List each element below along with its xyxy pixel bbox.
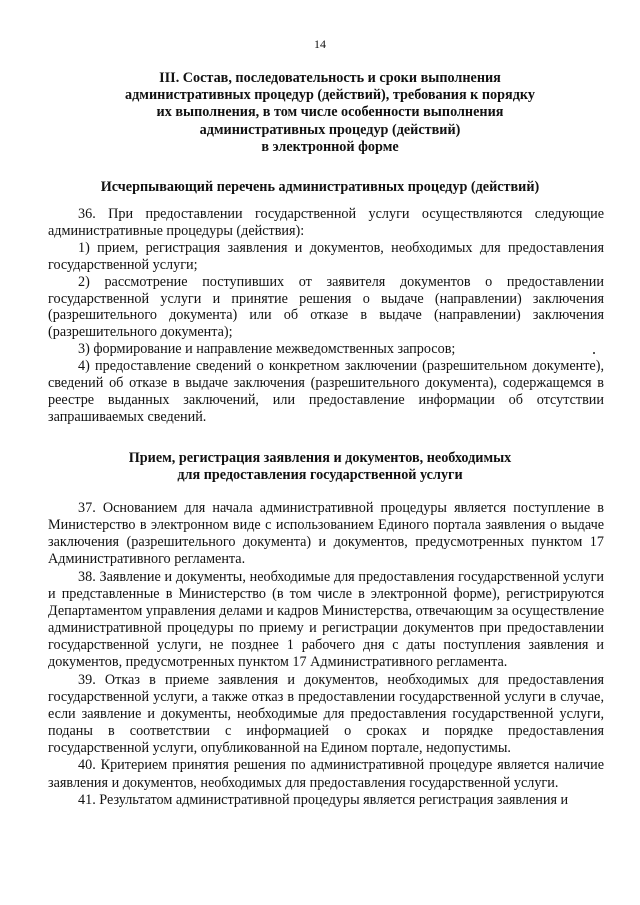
paragraph-39: 39. Отказ в приеме заявления и документов, необходимых для предоставления государственной услуги, а также отказ в предоставлении государственной услуги в случае, если заявление и документы, необходимые для предоставления государственной услуги, поданы в соответствии с информацией о сроках и порядке предоставления государственной услуги, опубликованной на Едином портале, недопустимы. [48, 671, 604, 757]
paragraph-40: 40. Критерием принятия решения по административной процедуре является наличие заявления и документов, необходимых для предоставления государственной услуги. [48, 757, 604, 791]
paragraph-41: 41. Результатом административной процедуры является регистрация заявления и [78, 791, 569, 808]
page-number: 14 [314, 37, 326, 51]
section-title-line: административных процедур (действий), требования к порядку [125, 87, 535, 104]
section-title-line: III. Состав, последовательность и сроки выполнения [159, 70, 501, 86]
section-title-line: в электронной форме [261, 138, 399, 155]
paragraph-36: 36. При предоставлении государственной услуги осуществляются следующие административные процедуры (действия): [48, 206, 604, 239]
paragraph-38: 38. Заявление и документы, необходимые для предоставления государственной услуги и представленные в Министерство (в том числе в электронной форме), регистрируются Департаментом управления делами и кадров Министерства, отвечающим за осуществление административной процедуры по приему и регистрации документов при предоставлении государственной услуги, не позднее 1 рабочего дня с даты поступления заявления и документов, предусмотренных пунктом 17 Административного регламента. [48, 568, 604, 671]
section-title-line: административных процедур (действий) [199, 121, 461, 138]
section-title [110, 70, 550, 156]
reception-body [48, 500, 604, 809]
list-item-2: 2) рассмотрение поступивших от заявителя документов о предоставлении государственной услуги и принятие решения о выдаче (направлении) заключения (разрешительного документа) или об отказе в выдаче (направлении) заключения (разрешительного документа); [48, 273, 604, 341]
section-title-line: их выполнения, в том числе особенности выполнения [156, 104, 504, 121]
subsection-heading-line: для предоставления государственной услуги [177, 467, 463, 484]
paragraph-37: 37. Основанием для начала административной процедуры является поступление в Министерство в электронном виде с использованием Единого портала заявления о выдаче заключения (разрешительного документа) и документов, предусмотренных пунктом 17 Административного регламента. [48, 500, 604, 568]
subsection-heading-line: Прием, регистрация заявления и документов, необходимых [128, 450, 512, 466]
procedures-list-body [48, 206, 604, 426]
list-item-3: 3) формирование и направление межведомственных запросов; [78, 341, 456, 358]
subsection-heading-reception [60, 450, 580, 484]
list-item-1: 1) прием, регистрация заявления и документов, необходимых для предоставления государственной услуги; [48, 239, 604, 273]
list-item-4: 4) предоставление сведений о конкретном заключении (разрешительном документе), сведений об отказе в выдаче заключения (разрешительного документа), содержащемся в реестре выданных заключений, или предоставление информации об отсутствии запрашиваемых сведений. [48, 358, 604, 425]
scan-speck [593, 352, 595, 354]
subsection-heading-procedures-list: Исчерпывающий перечень административных процедур (действий) [100, 179, 540, 195]
